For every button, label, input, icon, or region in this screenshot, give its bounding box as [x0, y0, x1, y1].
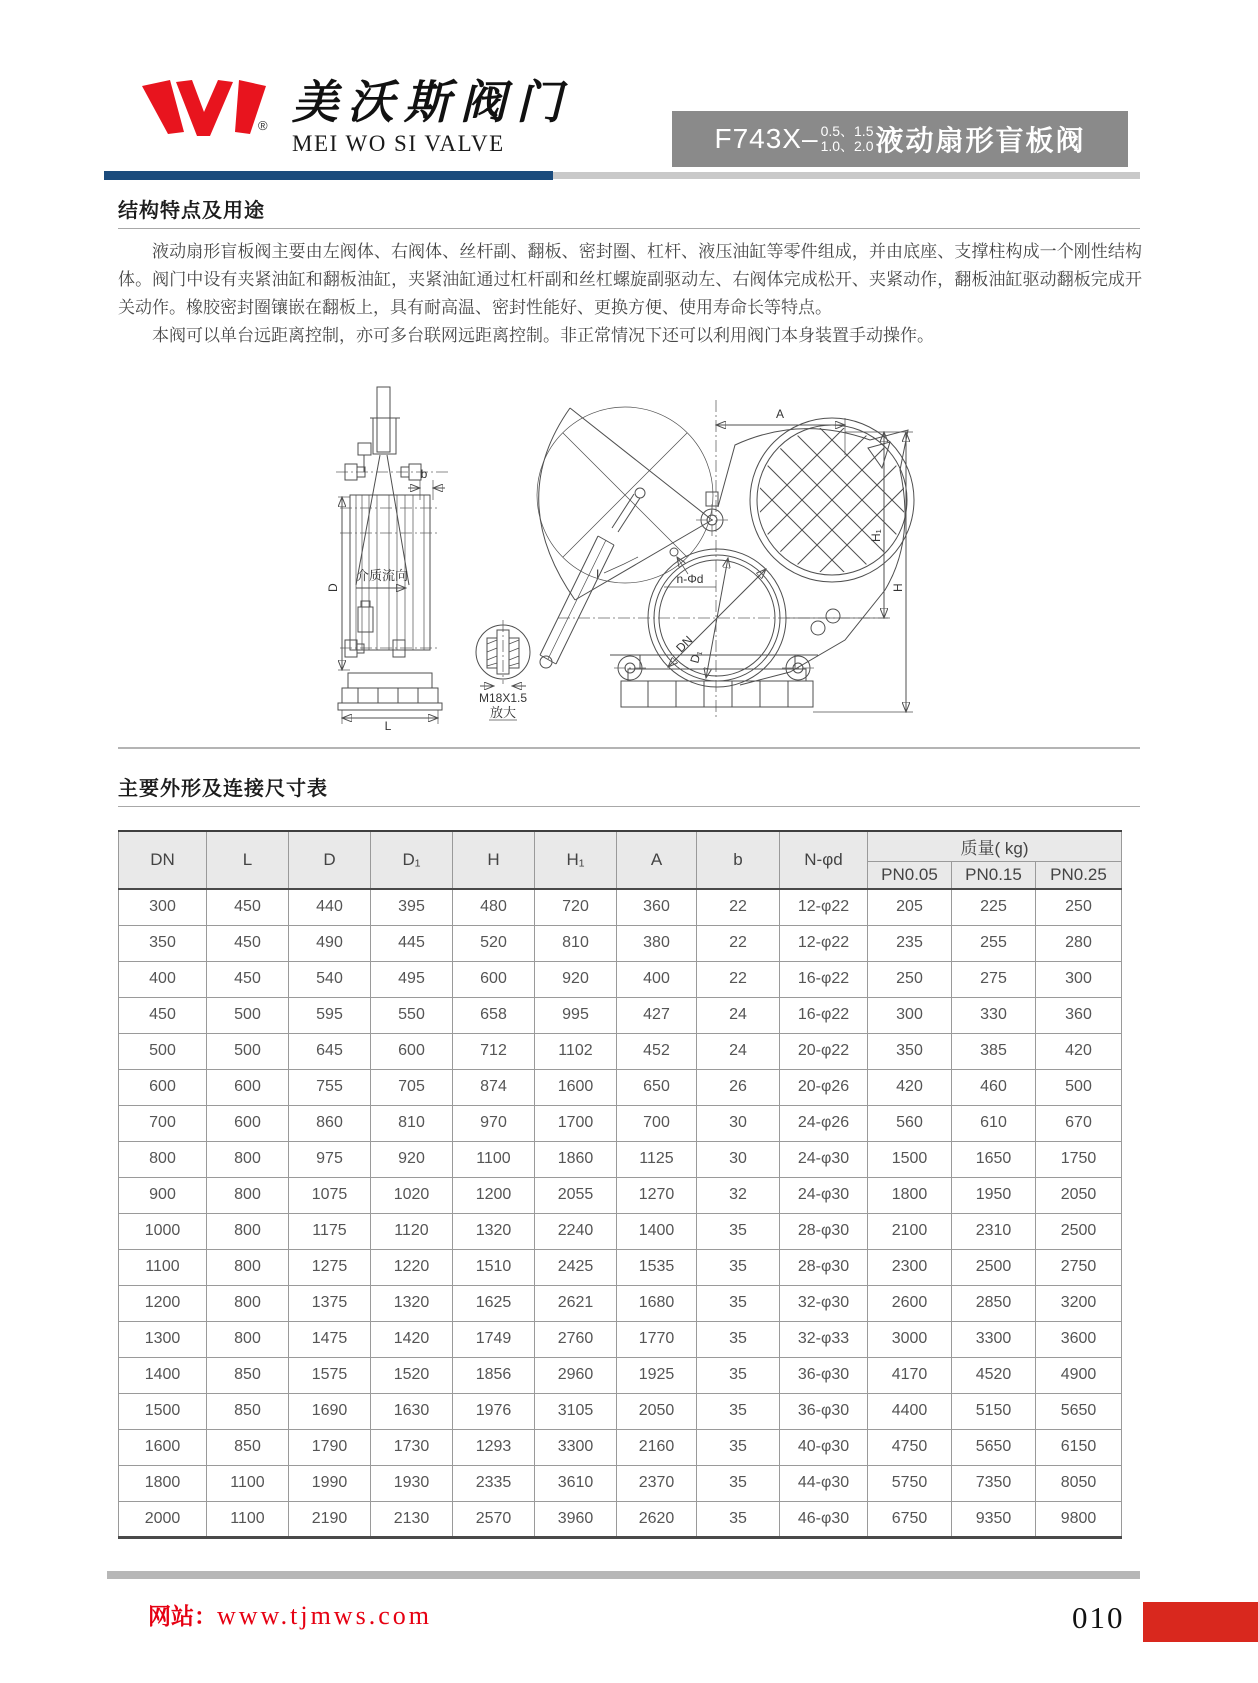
table-cell: 1990: [289, 1465, 371, 1501]
table-cell: 36-φ30: [780, 1357, 868, 1393]
table-cell: 205: [868, 889, 952, 925]
table-cell: 225: [952, 889, 1036, 925]
table-cell: 300: [868, 997, 952, 1033]
table-cell: 3300: [952, 1321, 1036, 1357]
table-cell: 24-φ30: [780, 1177, 868, 1213]
table-cell: 1320: [453, 1213, 535, 1249]
table-cell: 540: [289, 961, 371, 997]
table-cell: 1400: [617, 1213, 697, 1249]
table-cell: 1100: [207, 1465, 289, 1501]
brand-text: [292, 78, 572, 157]
table-cell: 35: [697, 1357, 780, 1393]
table-cell: 235: [868, 925, 952, 961]
table-cell: 280: [1036, 925, 1122, 961]
table-cell: 1925: [617, 1357, 697, 1393]
table-cell: 995: [535, 997, 617, 1033]
table-cell: 1475: [289, 1321, 371, 1357]
thread-detail-drawing: [476, 620, 530, 720]
logo-w-icon: [140, 78, 270, 144]
table-cell: 520: [453, 925, 535, 961]
table-cell: 800: [207, 1141, 289, 1177]
table-cell: 900: [119, 1177, 207, 1213]
table-cell: 450: [119, 997, 207, 1033]
table-cell: 755: [289, 1069, 371, 1105]
col-header-h: H: [453, 831, 535, 889]
table-cell: 300: [119, 889, 207, 925]
table-cell: 800: [207, 1249, 289, 1285]
registered-mark: ®: [258, 118, 268, 133]
table-cell: 2750: [1036, 1249, 1122, 1285]
table-cell: 500: [1036, 1069, 1122, 1105]
table-cell: 2620: [617, 1501, 697, 1537]
table-cell: 5650: [1036, 1393, 1122, 1429]
table-cell: 1950: [952, 1177, 1036, 1213]
table-cell: 1200: [119, 1285, 207, 1321]
pressure-bottom: 1.0、2.0: [820, 138, 874, 154]
table-cell: 1700: [535, 1105, 617, 1141]
table-cell: 1749: [453, 1321, 535, 1357]
pressure-top: 0.5、1.5: [820, 123, 874, 140]
table-cell: 2760: [535, 1321, 617, 1357]
dim-label-h1: H₁: [869, 529, 883, 542]
pressure-ratings: [821, 124, 874, 153]
table-cell: 2850: [952, 1285, 1036, 1321]
website-url: www.tjmws.com: [217, 1601, 432, 1630]
table-cell: 600: [119, 1069, 207, 1105]
table-cell: 30: [697, 1141, 780, 1177]
table-cell: 427: [617, 997, 697, 1033]
table-row: [119, 925, 1122, 961]
table-cell: 1320: [371, 1285, 453, 1321]
table-cell: 800: [207, 1285, 289, 1321]
table-cell: 850: [207, 1393, 289, 1429]
table-cell: 2100: [868, 1213, 952, 1249]
dim-label-d: D: [326, 583, 340, 592]
col-header-a: A: [617, 831, 697, 889]
table-cell: 1750: [1036, 1141, 1122, 1177]
col-header-pn005: PN0.05: [868, 861, 952, 889]
table-cell: 445: [371, 925, 453, 961]
table-row: [119, 1465, 1122, 1501]
table-cell: 600: [453, 961, 535, 997]
table-cell: 1510: [453, 1249, 535, 1285]
table-cell: 670: [1036, 1105, 1122, 1141]
col-header-pn025: PN0.25: [1036, 861, 1122, 889]
table-cell: 28-φ30: [780, 1249, 868, 1285]
table-cell: 3960: [535, 1501, 617, 1537]
col-header-nphid: N-φd: [780, 831, 868, 889]
table-cell: 920: [535, 961, 617, 997]
table-cell: 2300: [868, 1249, 952, 1285]
table-cell: 1020: [371, 1177, 453, 1213]
table-cell: 36-φ30: [780, 1393, 868, 1429]
side-view-drawing: [326, 387, 450, 733]
dim-label-dn: DN: [673, 632, 696, 656]
table-cell: 2370: [617, 1465, 697, 1501]
table-cell: 1375: [289, 1285, 371, 1321]
website-label: 网站：: [148, 1603, 217, 1629]
table-cell: 3600: [1036, 1321, 1122, 1357]
table-cell: 9800: [1036, 1501, 1122, 1537]
table-cell: 9350: [952, 1501, 1036, 1537]
drawing-section-divider: [118, 747, 1140, 749]
table-cell: 2425: [535, 1249, 617, 1285]
table-cell: 400: [617, 961, 697, 997]
table-cell: 600: [207, 1069, 289, 1105]
table-cell: 2570: [453, 1501, 535, 1537]
table-row: [119, 1393, 1122, 1429]
table-cell: 1120: [371, 1213, 453, 1249]
table-cell: 1690: [289, 1393, 371, 1429]
table-cell: 6750: [868, 1501, 952, 1537]
page-corner-block: [1143, 1602, 1258, 1642]
table-cell: 2055: [535, 1177, 617, 1213]
table-cell: 1790: [289, 1429, 371, 1465]
table-cell: 600: [371, 1033, 453, 1069]
table-cell: 645: [289, 1033, 371, 1069]
technical-drawing: [118, 352, 1140, 744]
table-cell: 1102: [535, 1033, 617, 1069]
header-divider-gray: [553, 172, 1140, 179]
table-cell: 810: [535, 925, 617, 961]
detail-ref-label: I: [596, 567, 600, 581]
table-cell: 490: [289, 925, 371, 961]
col-header-dn: DN: [119, 831, 207, 889]
front-view-drawing: [537, 400, 977, 718]
bolt-pattern-label: n-Φd: [676, 572, 704, 586]
table-cell: 1125: [617, 1141, 697, 1177]
table-cell: 2160: [617, 1429, 697, 1465]
table-cell: 1770: [617, 1321, 697, 1357]
table-cell: 595: [289, 997, 371, 1033]
table-cell: 32-φ30: [780, 1285, 868, 1321]
table-row: [119, 1285, 1122, 1321]
table-cell: 28-φ30: [780, 1213, 868, 1249]
table-row: [119, 1249, 1122, 1285]
dimension-table: [118, 830, 1122, 1539]
table-cell: 6150: [1036, 1429, 1122, 1465]
dim-label-l: L: [384, 719, 392, 733]
table-cell: 1075: [289, 1177, 371, 1213]
table-cell: 480: [453, 889, 535, 925]
table-cell: 250: [868, 961, 952, 997]
table-cell: 32: [697, 1177, 780, 1213]
table-cell: 360: [1036, 997, 1122, 1033]
table-cell: 35: [697, 1429, 780, 1465]
table-cell: 35: [697, 1285, 780, 1321]
table-cell: 30: [697, 1105, 780, 1141]
table-cell: 440: [289, 889, 371, 925]
table-cell: 1500: [868, 1141, 952, 1177]
table-cell: 705: [371, 1069, 453, 1105]
brand-name-cn: 美沃斯阀门: [292, 77, 572, 128]
table-cell: 385: [952, 1033, 1036, 1069]
table-cell: 560: [868, 1105, 952, 1141]
table-cell: 2335: [453, 1465, 535, 1501]
table-cell: 380: [617, 925, 697, 961]
table-cell: 330: [952, 997, 1036, 1033]
table-cell: 3300: [535, 1429, 617, 1465]
col-header-l: L: [207, 831, 289, 889]
table-cell: 1730: [371, 1429, 453, 1465]
table-cell: 1976: [453, 1393, 535, 1429]
table-cell: 40-φ30: [780, 1429, 868, 1465]
table-cell: 20-φ26: [780, 1069, 868, 1105]
table-cell: 1100: [207, 1501, 289, 1537]
table-cell: 1800: [119, 1465, 207, 1501]
table-cell: 2240: [535, 1213, 617, 1249]
col-header-d1: D₁: [371, 831, 453, 889]
header-divider-blue: [104, 171, 553, 180]
table-cell: 20-φ22: [780, 1033, 868, 1069]
table-row: [119, 1033, 1122, 1069]
table-cell: 1535: [617, 1249, 697, 1285]
table-cell: 1300: [119, 1321, 207, 1357]
table-cell: 1100: [453, 1141, 535, 1177]
table-cell: 658: [453, 997, 535, 1033]
footer-divider-band: [107, 1571, 1140, 1579]
table-row: [119, 1069, 1122, 1105]
table-cell: 2500: [952, 1249, 1036, 1285]
table-cell: 5150: [952, 1393, 1036, 1429]
table-cell: 452: [617, 1033, 697, 1069]
table-row: [119, 1357, 1122, 1393]
dim-label-b: b: [420, 467, 428, 481]
table-cell: 300: [1036, 961, 1122, 997]
table-cell: 874: [453, 1069, 535, 1105]
table-section-title: 主要外形及连接尺寸表: [118, 778, 328, 800]
table-cell: 395: [371, 889, 453, 925]
dimension-table-body: [119, 889, 1122, 1537]
table-cell: 35: [697, 1393, 780, 1429]
table-cell: 850: [207, 1357, 289, 1393]
table-row: [119, 1321, 1122, 1357]
table-cell: 44-φ30: [780, 1465, 868, 1501]
table-cell: 46-φ30: [780, 1501, 868, 1537]
detail-thread-label: M18X1.5: [478, 691, 528, 705]
table-cell: 500: [207, 1033, 289, 1069]
table-cell: 2310: [952, 1213, 1036, 1249]
table-cell: 800: [207, 1213, 289, 1249]
features-paragraph-2: 本阀可以单台远距离控制，亦可多台联网远距离控制。非正常情况下还可以利用阀门本身装置手动操作。: [152, 326, 934, 345]
features-paragraph-1: 液动扇形盲板阀主要由左阀体、右阀体、丝杆副、翻板、密封圈、杠杆、液压油缸等零件组成，并由底座、支撑柱构成一个刚性结构体。阀门中设有夹紧油缸和翻板油缸，夹紧油缸通过杠杆副和丝杠螺旋副驱动左、右阀体完成松开、夹紧动作，翻板油缸驱动翻板完成开关动作。橡胶密封圈镶嵌在翻板上，具有耐高温、密封性能好、更换方便、使用寿命长等特点。: [118, 242, 1142, 317]
table-cell: 600: [207, 1105, 289, 1141]
table-cell: 2600: [868, 1285, 952, 1321]
table-cell: 610: [952, 1105, 1036, 1141]
table-cell: 800: [119, 1141, 207, 1177]
table-cell: 2050: [1036, 1177, 1122, 1213]
table-cell: 275: [952, 961, 1036, 997]
table-cell: 1293: [453, 1429, 535, 1465]
product-name: 液动扇形盲板阀: [875, 125, 1086, 156]
table-row: [119, 1177, 1122, 1213]
table-cell: 4750: [868, 1429, 952, 1465]
table-cell: 35: [697, 1321, 780, 1357]
table-cell: 850: [207, 1429, 289, 1465]
model-code: F743X–: [714, 123, 819, 154]
table-cell: 1500: [119, 1393, 207, 1429]
table-cell: 2190: [289, 1501, 371, 1537]
table-cell: 970: [453, 1105, 535, 1141]
table-row: [119, 1141, 1122, 1177]
table-cell: 24-φ30: [780, 1141, 868, 1177]
table-cell: 1220: [371, 1249, 453, 1285]
table-cell: 2960: [535, 1357, 617, 1393]
table-cell: 1420: [371, 1321, 453, 1357]
dim-label-d1: D₁: [687, 648, 705, 665]
table-cell: 32-φ33: [780, 1321, 868, 1357]
table-cell: 5650: [952, 1429, 1036, 1465]
table-cell: 420: [1036, 1033, 1122, 1069]
table-cell: 35: [697, 1249, 780, 1285]
table-cell: 860: [289, 1105, 371, 1141]
table-cell: 35: [697, 1501, 780, 1537]
table-cell: 1630: [371, 1393, 453, 1429]
table-cell: 2621: [535, 1285, 617, 1321]
col-header-weight-group: 质量( kg): [868, 831, 1122, 861]
table-cell: 550: [371, 997, 453, 1033]
table-cell: 3000: [868, 1321, 952, 1357]
table-row: [119, 1429, 1122, 1465]
table-row: [119, 1105, 1122, 1141]
table-cell: 420: [868, 1069, 952, 1105]
table-cell: 1520: [371, 1357, 453, 1393]
table-row: [119, 997, 1122, 1033]
table-cell: 712: [453, 1033, 535, 1069]
table-cell: 4520: [952, 1357, 1036, 1393]
table-cell: 450: [207, 925, 289, 961]
table-cell: 920: [371, 1141, 453, 1177]
table-cell: 400: [119, 961, 207, 997]
table-row: [119, 1213, 1122, 1249]
table-cell: 2500: [1036, 1213, 1122, 1249]
table-cell: 2050: [617, 1393, 697, 1429]
table-cell: 500: [207, 997, 289, 1033]
table-cell: 500: [119, 1033, 207, 1069]
table-cell: 1100: [119, 1249, 207, 1285]
table-cell: 3200: [1036, 1285, 1122, 1321]
table-cell: 450: [207, 889, 289, 925]
table-cell: 16-φ22: [780, 961, 868, 997]
table-cell: 700: [119, 1105, 207, 1141]
table-cell: 5750: [868, 1465, 952, 1501]
table-cell: 22: [697, 961, 780, 997]
table-cell: 350: [119, 925, 207, 961]
table-cell: 24: [697, 1033, 780, 1069]
col-header-d: D: [289, 831, 371, 889]
table-cell: 1400: [119, 1357, 207, 1393]
table-cell: 3105: [535, 1393, 617, 1429]
table-cell: 1860: [535, 1141, 617, 1177]
page-number: 010: [1072, 1600, 1125, 1635]
table-cell: 1000: [119, 1213, 207, 1249]
table-cell: 22: [697, 925, 780, 961]
table-cell: 650: [617, 1069, 697, 1105]
flow-direction-label: 介质流向: [355, 568, 409, 583]
table-cell: 35: [697, 1465, 780, 1501]
table-cell: 24: [697, 997, 780, 1033]
table-cell: 800: [207, 1177, 289, 1213]
features-title-rule: [118, 228, 1140, 229]
table-cell: 1625: [453, 1285, 535, 1321]
table-cell: 1680: [617, 1285, 697, 1321]
table-cell: 1800: [868, 1177, 952, 1213]
table-cell: 2000: [119, 1501, 207, 1537]
table-header: [119, 831, 1122, 889]
table-row: [119, 1501, 1122, 1537]
table-cell: 8050: [1036, 1465, 1122, 1501]
detail-zoom-label: 放大: [489, 705, 517, 720]
table-cell: 460: [952, 1069, 1036, 1105]
table-cell: 700: [617, 1105, 697, 1141]
table-cell: 720: [535, 889, 617, 925]
table-cell: 1275: [289, 1249, 371, 1285]
table-cell: 3610: [535, 1465, 617, 1501]
table-cell: 12-φ22: [780, 889, 868, 925]
table-cell: 1200: [453, 1177, 535, 1213]
col-header-b: b: [697, 831, 780, 889]
table-cell: 1650: [952, 1141, 1036, 1177]
table-cell: 975: [289, 1141, 371, 1177]
table-row: [119, 889, 1122, 925]
table-cell: 4170: [868, 1357, 952, 1393]
table-row: [119, 961, 1122, 997]
company-logo: [140, 78, 572, 157]
table-cell: 255: [952, 925, 1036, 961]
table-cell: 1856: [453, 1357, 535, 1393]
footer-website: [148, 1598, 432, 1631]
table-cell: 250: [1036, 889, 1122, 925]
table-cell: 1270: [617, 1177, 697, 1213]
col-header-h1: H₁: [535, 831, 617, 889]
table-cell: 12-φ22: [780, 925, 868, 961]
table-cell: 450: [207, 961, 289, 997]
table-cell: 810: [371, 1105, 453, 1141]
table-cell: 4400: [868, 1393, 952, 1429]
dim-label-h: H: [891, 583, 905, 592]
product-title-banner: [672, 111, 1128, 167]
dim-label-a: A: [775, 407, 785, 421]
table-cell: 1600: [535, 1069, 617, 1105]
features-paragraphs: [118, 238, 1142, 350]
table-cell: 4900: [1036, 1357, 1122, 1393]
table-cell: 7350: [952, 1465, 1036, 1501]
table-cell: 1930: [371, 1465, 453, 1501]
brand-name-en: MEI WO SI VALVE: [292, 130, 505, 156]
table-cell: 16-φ22: [780, 997, 868, 1033]
table-cell: 350: [868, 1033, 952, 1069]
table-title-rule: [118, 806, 1140, 807]
table-cell: 1175: [289, 1213, 371, 1249]
table-cell: 495: [371, 961, 453, 997]
table-cell: 1600: [119, 1429, 207, 1465]
table-cell: 35: [697, 1213, 780, 1249]
table-cell: 800: [207, 1321, 289, 1357]
table-cell: 360: [617, 889, 697, 925]
col-header-pn015: PN0.15: [952, 861, 1036, 889]
table-cell: 1575: [289, 1357, 371, 1393]
features-section-title: 结构特点及用途: [118, 200, 265, 222]
table-cell: 22: [697, 889, 780, 925]
table-cell: 26: [697, 1069, 780, 1105]
table-cell: 2130: [371, 1501, 453, 1537]
dimension-table-container: [118, 830, 1122, 1539]
table-cell: 24-φ26: [780, 1105, 868, 1141]
